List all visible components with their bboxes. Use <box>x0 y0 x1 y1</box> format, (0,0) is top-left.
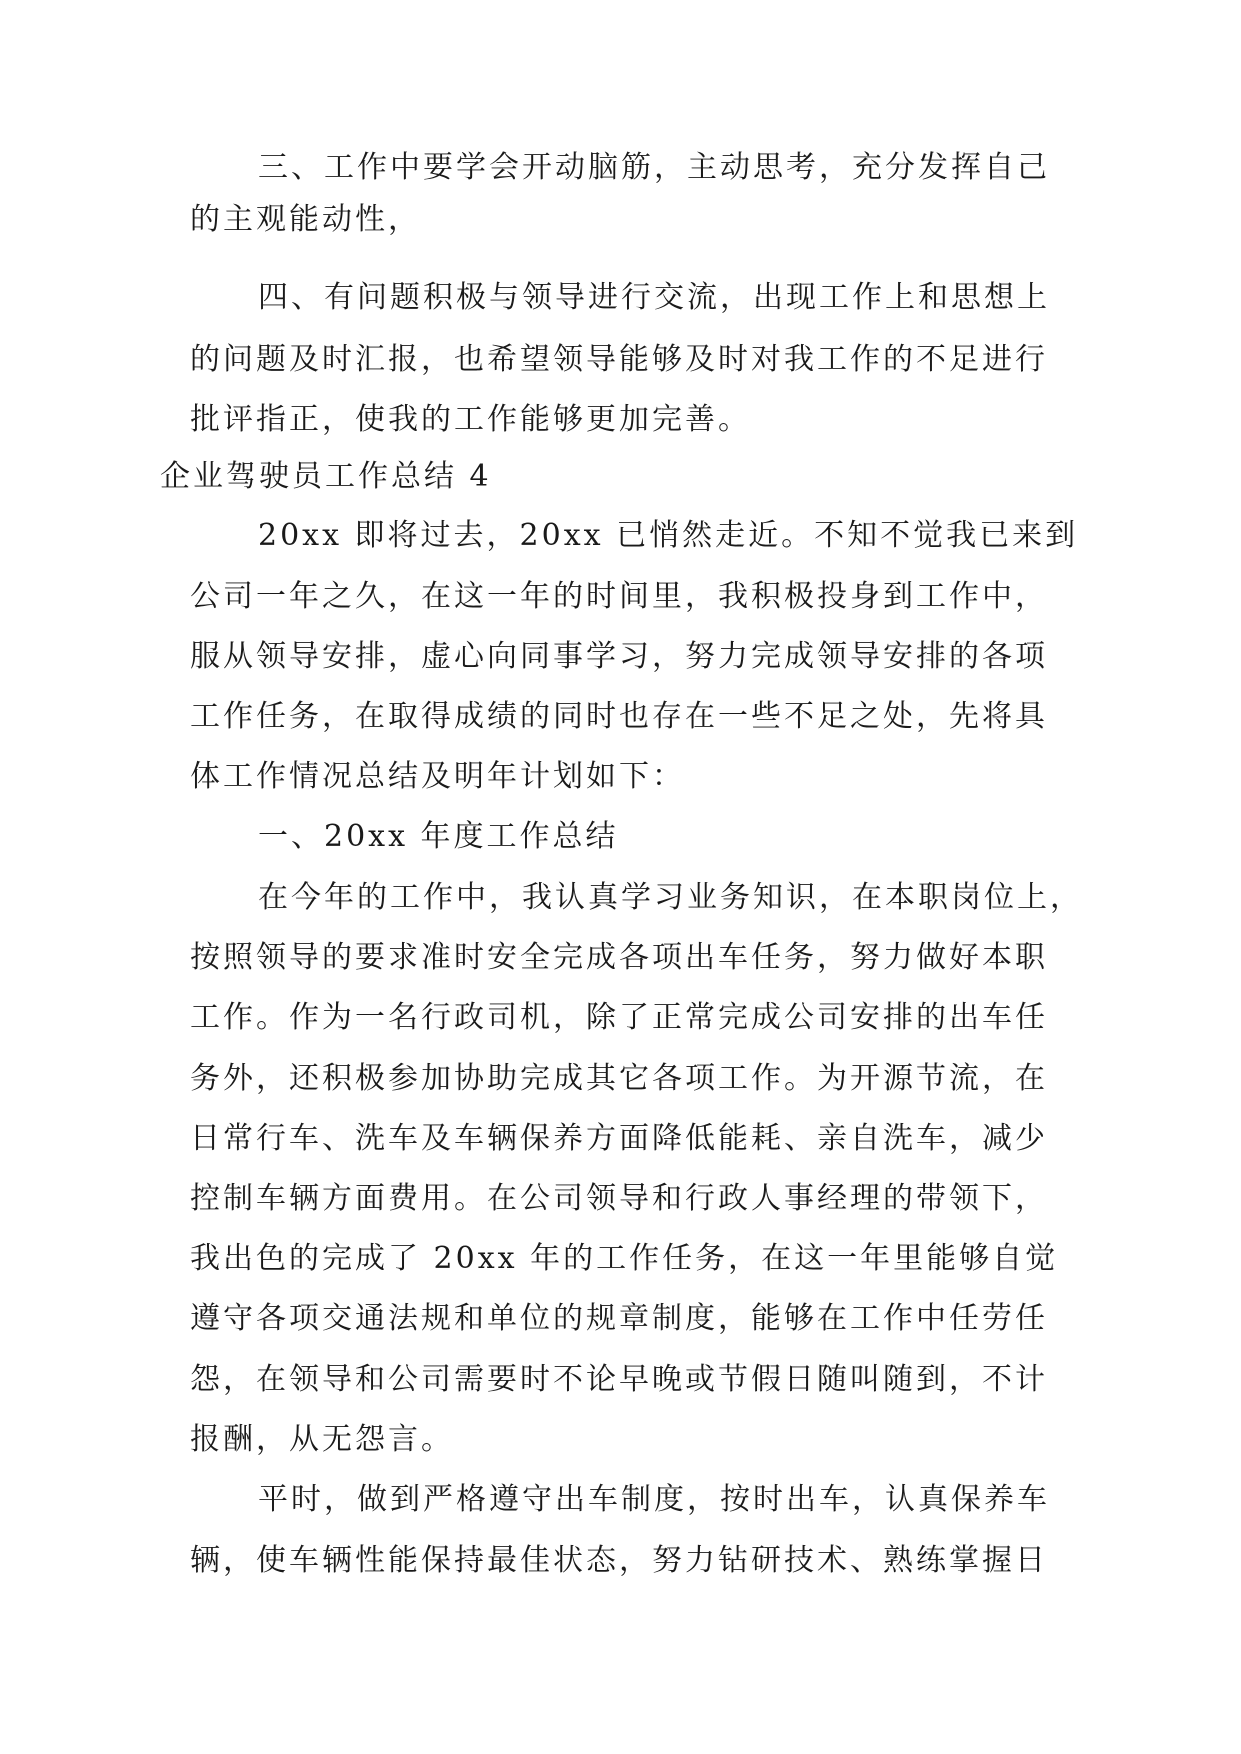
text-line: 公司一年之久，在这一年的时间里，我积极投身到工作中， <box>190 579 1048 614</box>
text-line: 务外，还积极参加协助完成其它各项工作。为开源节流，在 <box>190 1061 1048 1096</box>
text-line: 辆，使车辆性能保持最佳状态，努力钻研技术、熟练掌握日 <box>190 1543 1048 1578</box>
text-line: 我出色的完成了 20xx 年的工作任务，在这一年里能够自觉 <box>190 1241 1059 1276</box>
text-line: 批评指正，使我的工作能够更加完善。 <box>190 402 751 437</box>
text-line: 四、有问题积极与领导进行交流，出现工作上和思想上 <box>258 280 1050 315</box>
text-line: 服从领导安排，虚心向同事学习，努力完成领导安排的各项 <box>190 639 1048 674</box>
section-heading: 企业驾驶员工作总结 4 <box>160 459 492 494</box>
text-line: 按照领导的要求准时安全完成各项出车任务，努力做好本职 <box>190 940 1048 975</box>
text-line: 20xx 即将过去，20xx 已悄然走近。不知不觉我已来到 <box>258 518 1079 553</box>
subsection-heading: 一、20xx 年度工作总结 <box>258 819 619 854</box>
text-line: 报酬，从无怨言。 <box>190 1422 454 1457</box>
text-line: 工作任务，在取得成绩的同时也存在一些不足之处，先将具 <box>190 699 1048 734</box>
text-line: 日常行车、洗车及车辆保养方面降低能耗、亲自洗车，减少 <box>190 1121 1048 1156</box>
text-line: 平时，做到严格遵守出车制度，按时出车，认真保养车 <box>258 1482 1050 1517</box>
text-line: 在今年的工作中，我认真学习业务知识，在本职岗位上， <box>258 880 1083 915</box>
text-line: 遵守各项交通法规和单位的规章制度，能够在工作中任劳任 <box>190 1301 1048 1336</box>
text-line: 怨，在领导和公司需要时不论早晚或节假日随叫随到，不计 <box>190 1362 1048 1397</box>
text-line: 控制车辆方面费用。在公司领导和行政人事经理的带领下， <box>190 1181 1048 1216</box>
text-line: 的问题及时汇报，也希望领导能够及时对我工作的不足进行 <box>190 342 1048 377</box>
text-line: 工作。作为一名行政司机，除了正常完成公司安排的出车任 <box>190 1000 1048 1035</box>
text-line: 的主观能动性， <box>190 202 421 237</box>
text-line: 体工作情况总结及明年计划如下： <box>190 759 685 794</box>
text-line: 三、工作中要学会开动脑筋，主动思考，充分发挥自己 <box>258 150 1050 185</box>
